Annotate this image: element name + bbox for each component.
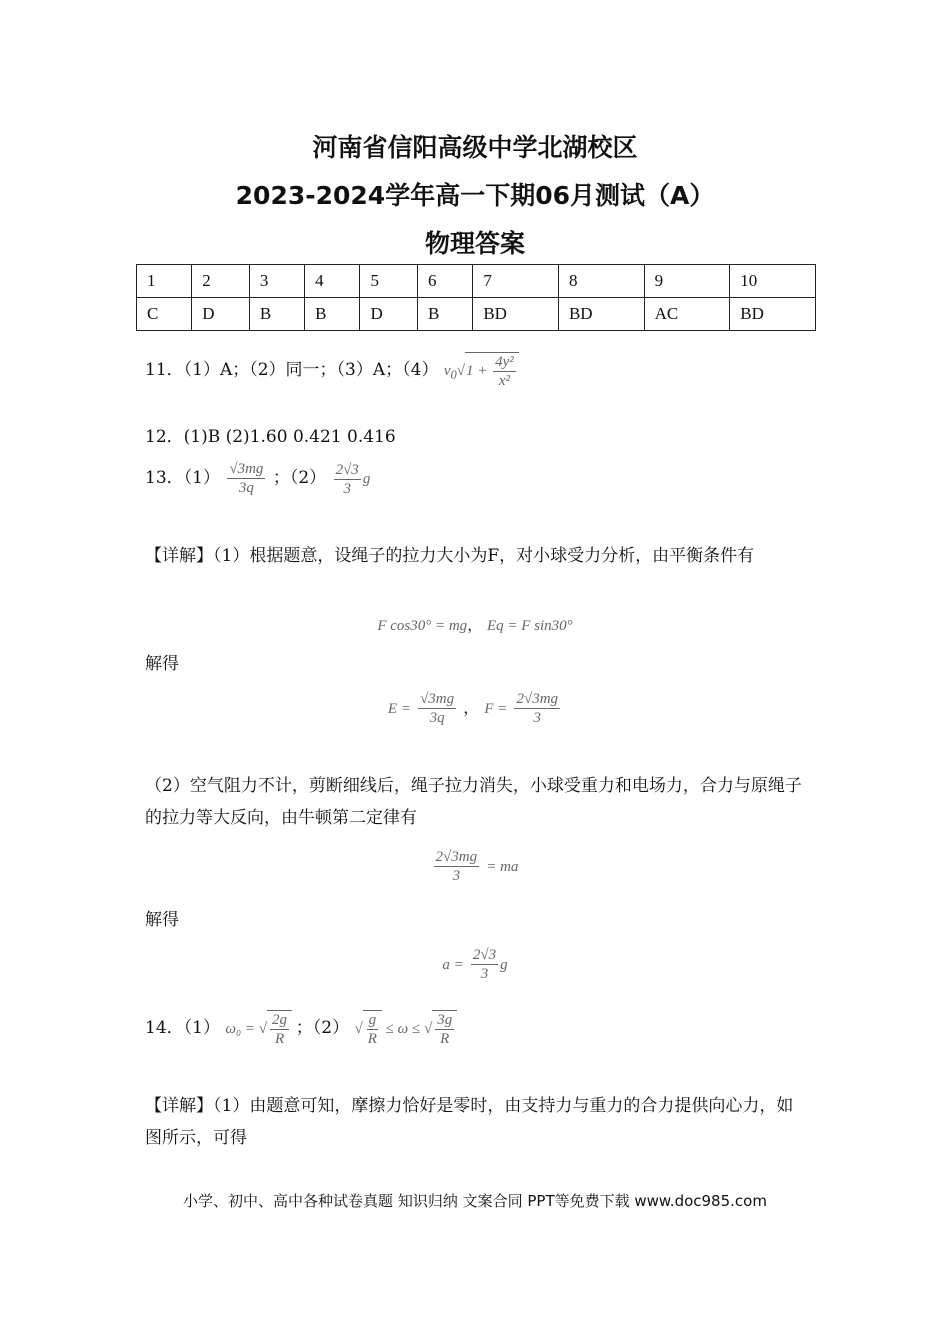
table-cell: D <box>360 298 418 331</box>
table-cell: 6 <box>418 265 473 298</box>
q11-formula: $v_0√1$ + $\frac{\text{4y²}}{\text{x²}}$ <box>444 363 519 379</box>
q14-ans2: √ $\frac{g}{R}$ ≤ ω ≤ √ $\frac{3g}{R}$ <box>355 1021 458 1037</box>
table-cell: B <box>418 298 473 331</box>
q13-eq2: E = $\frac{√3mg}{3q}$ ， F = $\frac{2√3mg}{3}$ <box>387 691 559 726</box>
q13-ans2: $\frac{2√3}{3}$ g <box>335 462 371 498</box>
q13-detail-p1: 【详解】（1）根据题意，设绳子的拉力大小为F，对小球受力分析，由平衡条件有 <box>145 546 755 566</box>
table-cell: BD <box>558 298 644 331</box>
school-title: 河南省信阳高级中学北湖校区 <box>312 133 638 162</box>
q13-label: 13．（1） <box>145 468 220 488</box>
q13-ans1: $\frac{√3mg}{3q}$ <box>229 461 264 496</box>
table-cell: 9 <box>644 265 730 298</box>
table-cell: 3 <box>249 265 304 298</box>
table-row-answers <box>137 298 816 331</box>
q13-answer: 13．（1） $\frac{√3mg}{3q}$ ；（2） $\frac{2√3}{3}$ g <box>145 461 371 498</box>
table-cell: 8 <box>558 265 644 298</box>
table-cell: 1 <box>137 265 192 298</box>
table-cell: C <box>137 298 192 331</box>
table-cell: 5 <box>360 265 418 298</box>
answer-table <box>136 264 816 331</box>
q13-detail-p2: （2）空气阻力不计，剪断细线后，绳子拉力消失，小球受重力和电场力，合力与原绳子的拉力等大反向，由牛顿第二定律有 <box>145 776 802 828</box>
q11-answer <box>145 352 519 390</box>
subject-title: 物理答案 <box>424 229 525 258</box>
q13-solve2: 解得 <box>145 910 179 930</box>
table-cell: BD <box>473 298 559 331</box>
table-cell: 7 <box>473 265 559 298</box>
table-cell: 10 <box>730 265 816 298</box>
q13-eq1: F cos30° = mg， Eq = F sin30° <box>377 616 573 634</box>
exam-title: 2023-2024学年高一下期06月测试（A） <box>235 181 715 210</box>
q14-detail-p1: 【详解】（1）由题意可知，摩擦力恰好是零时，由支持力与重力的合力提供向心力，如图所示，可得 <box>145 1096 794 1148</box>
q11-label: 11．（1）A；（2）同一；（3）A；（4） <box>145 359 439 380</box>
q14-answer: 14．（1） ω₀ = √ $\frac{2g}{R}$ ；（2） √ $\frac{g}{R}$ ≤ ω ≤ √ $\frac{3g}{R}$ <box>145 1010 457 1048</box>
q14-ans1: ω₀ = √ $\frac{2g}{R}$ <box>225 1021 295 1037</box>
table-cell: 4 <box>305 265 360 298</box>
q14-label: 14．（1） <box>145 1017 220 1038</box>
table-cell: B <box>249 298 304 331</box>
q12-answer: 12．(1)B (2)1.60 0.421 0.416 <box>145 427 396 447</box>
table-cell: B <box>305 298 360 331</box>
q13-eq3: $\frac{2√3mg}{3}$ = ma <box>435 849 519 884</box>
table-row-numbers <box>137 265 816 298</box>
table-cell: D <box>192 298 250 331</box>
table-cell: BD <box>730 298 816 331</box>
table-cell: AC <box>644 298 730 331</box>
footer-text: 小学、初中、高中各种试卷真题 知识归纳 文案合同 PPT等免费下载 www.doc985.com <box>183 1192 767 1210</box>
q13-solve1: 解得 <box>145 654 179 674</box>
table-cell: 2 <box>192 265 250 298</box>
q13-eq4: a = $\frac{2√3}{3}$ g <box>442 947 508 982</box>
